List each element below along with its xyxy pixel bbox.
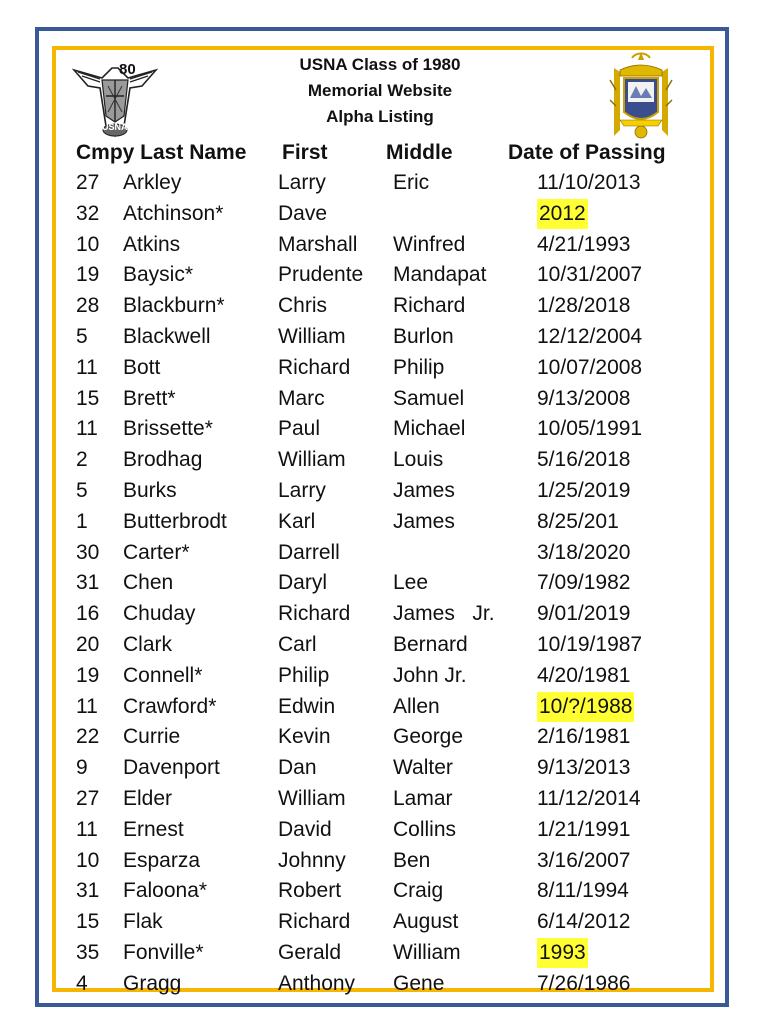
cell-company: 19 bbox=[76, 263, 100, 287]
cell-last-name: Clark bbox=[123, 632, 173, 656]
cell-middle-name: John Jr. bbox=[393, 663, 467, 687]
cell-last-name: Chen bbox=[123, 571, 174, 595]
cell-middle-name: Mandapat bbox=[393, 263, 487, 287]
cell-last-name: Blackburn* bbox=[123, 294, 225, 318]
cell-last-name: Burks bbox=[123, 478, 177, 502]
table-row bbox=[0, 969, 768, 1000]
cell-middle-name: Michael bbox=[393, 417, 466, 441]
cell-middle-name: Philip bbox=[393, 355, 445, 379]
header-middle: Middle bbox=[386, 141, 453, 164]
cell-first-name: Marc bbox=[278, 386, 325, 410]
table-row bbox=[0, 568, 768, 599]
cell-date-of-passing: 7/26/1986 bbox=[537, 971, 631, 995]
cell-first-name: Chris bbox=[278, 294, 328, 318]
cell-date-of-passing: 5/16/2018 bbox=[537, 448, 631, 472]
title-line-1: USNA Class of 1980 bbox=[299, 55, 461, 74]
table-row bbox=[0, 414, 768, 445]
cell-date-of-passing: 11/12/2014 bbox=[537, 786, 641, 810]
cell-date-of-passing: 7/09/1982 bbox=[537, 571, 631, 595]
cell-last-name: Ernest bbox=[123, 817, 184, 841]
cell-first-name: Richard bbox=[278, 355, 351, 379]
cell-last-name: Carter* bbox=[123, 540, 190, 564]
cell-company: 11 bbox=[76, 417, 98, 441]
cell-company: 5 bbox=[76, 478, 88, 502]
table-row bbox=[0, 384, 768, 415]
cell-first-name: Kevin bbox=[278, 725, 331, 749]
cell-date-of-passing: 4/21/1993 bbox=[537, 232, 631, 256]
cell-middle-name: Walter bbox=[393, 756, 453, 780]
naval-academy-seal-icon bbox=[606, 50, 676, 142]
cell-date-of-passing: 10/31/2007 bbox=[537, 263, 643, 287]
cell-date-of-passing: 11/10/2013 bbox=[537, 171, 641, 194]
class-crest-icon bbox=[72, 56, 158, 142]
cell-last-name: Esparza bbox=[123, 848, 201, 872]
cell-date-of-passing: 9/13/2008 bbox=[537, 386, 631, 410]
cell-company: 27 bbox=[76, 786, 100, 810]
cell-last-name: Baysic* bbox=[123, 263, 194, 287]
cell-date-of-passing: 1/25/2019 bbox=[537, 478, 631, 502]
cell-date-of-passing: 3/16/2007 bbox=[537, 848, 631, 872]
cell-last-name: Brett* bbox=[123, 386, 176, 410]
table-row bbox=[0, 661, 768, 692]
cell-date-of-passing: 2/16/1981 bbox=[537, 725, 631, 749]
table-row bbox=[0, 722, 768, 753]
cell-date-of-passing: 10/05/1991 bbox=[537, 417, 643, 441]
cell-last-name: Butterbrodt bbox=[123, 509, 227, 533]
cell-middle-name: Richard bbox=[393, 294, 466, 318]
cell-last-name: Davenport bbox=[123, 756, 220, 780]
cell-company: 20 bbox=[76, 632, 100, 656]
title-line-2: Memorial Website bbox=[307, 81, 453, 100]
cell-middle-name: Samuel bbox=[393, 386, 465, 410]
cell-last-name: Faloona* bbox=[123, 879, 208, 903]
cell-last-name: Atchinson* bbox=[123, 201, 224, 225]
cell-middle-name: Lamar bbox=[393, 786, 453, 810]
cell-first-name: Carl bbox=[278, 632, 317, 656]
cell-date-of-passing: 3/18/2020 bbox=[537, 540, 631, 564]
cell-company: 16 bbox=[76, 602, 100, 626]
cell-middle-name: James bbox=[393, 478, 455, 502]
cell-date-of-passing: 2012 bbox=[537, 199, 588, 229]
cell-company: 15 bbox=[76, 910, 100, 934]
table-row bbox=[0, 230, 768, 261]
cell-middle-name: James bbox=[393, 509, 455, 533]
cell-company: 22 bbox=[76, 725, 100, 749]
cell-company: 11 bbox=[76, 355, 98, 379]
cell-first-name: Marshall bbox=[278, 232, 358, 256]
table-row bbox=[0, 260, 768, 291]
cell-first-name: Richard bbox=[278, 910, 351, 934]
cell-middle-name: Eric bbox=[393, 171, 430, 194]
table-row bbox=[0, 784, 768, 815]
cell-middle-name: Allen bbox=[393, 694, 440, 718]
cell-date-of-passing: 6/14/2012 bbox=[537, 910, 631, 934]
table-row bbox=[0, 476, 768, 507]
cell-company: 28 bbox=[76, 294, 100, 318]
cell-last-name: Blackwell bbox=[123, 324, 211, 348]
crest-usna-label: USNA bbox=[102, 122, 128, 132]
cell-last-name: Connell* bbox=[123, 663, 203, 687]
cell-company: 1 bbox=[76, 509, 88, 533]
cell-first-name: Richard bbox=[278, 602, 351, 626]
cell-first-name: Karl bbox=[278, 509, 316, 533]
cell-first-name: Gerald bbox=[278, 940, 342, 964]
cell-date-of-passing: 8/25/201 bbox=[537, 509, 619, 533]
cell-middle-name: William bbox=[393, 940, 461, 964]
cell-first-name: William bbox=[278, 324, 346, 348]
cell-date-of-passing: 1/21/1991 bbox=[537, 817, 631, 841]
cell-first-name: Paul bbox=[278, 417, 321, 441]
cell-company: 10 bbox=[76, 848, 100, 872]
cell-middle-name: Gene bbox=[393, 971, 445, 995]
cell-company: 15 bbox=[76, 386, 100, 410]
cell-middle-name: Bernard bbox=[393, 632, 468, 656]
cell-last-name: Chuday bbox=[123, 602, 196, 626]
cell-middle-name: James Jr. bbox=[393, 602, 495, 626]
table-row bbox=[0, 846, 768, 877]
cell-middle-name: George bbox=[393, 725, 464, 749]
cell-first-name: Philip bbox=[278, 663, 330, 687]
cell-date-of-passing: 10/19/1987 bbox=[537, 632, 643, 656]
cell-company: 32 bbox=[76, 201, 100, 225]
cell-middle-name: Craig bbox=[393, 879, 444, 903]
table-row bbox=[0, 445, 768, 476]
cell-company: 10 bbox=[76, 232, 100, 256]
cell-date-of-passing: 1/28/2018 bbox=[537, 294, 631, 318]
cell-company: 30 bbox=[76, 540, 100, 564]
table-row bbox=[0, 599, 768, 630]
cell-first-name: Prudente bbox=[278, 263, 364, 287]
table-row bbox=[0, 876, 768, 907]
table-row bbox=[0, 291, 768, 322]
table-row bbox=[0, 907, 768, 938]
cell-first-name: Anthony bbox=[278, 971, 356, 995]
table-row bbox=[0, 353, 768, 384]
table-row bbox=[0, 692, 768, 723]
crest-year-label: 80 bbox=[119, 61, 136, 78]
cell-last-name: Crawford* bbox=[123, 694, 217, 718]
table-row bbox=[0, 753, 768, 784]
cell-middle-name: Ben bbox=[393, 848, 431, 872]
cell-last-name: Bott bbox=[123, 355, 161, 379]
cell-company: 19 bbox=[76, 663, 100, 687]
cell-first-name: Dan bbox=[278, 756, 317, 780]
cell-last-name: Currie bbox=[123, 725, 181, 749]
cell-middle-name: Burlon bbox=[393, 324, 454, 348]
header-first: First bbox=[282, 141, 328, 164]
cell-date-of-passing: 12/12/2004 bbox=[537, 324, 643, 348]
cell-middle-name: Winfred bbox=[393, 232, 466, 256]
header-date-of-passing: Date of Passing bbox=[508, 141, 666, 164]
cell-last-name: Flak bbox=[123, 910, 163, 934]
cell-date-of-passing: 10/07/2008 bbox=[537, 355, 643, 379]
cell-first-name: Larry bbox=[278, 171, 326, 194]
page-title bbox=[230, 52, 530, 130]
cell-first-name: Robert bbox=[278, 879, 342, 903]
cell-last-name: Gragg bbox=[123, 971, 182, 995]
table-row bbox=[0, 507, 768, 538]
cell-last-name: Atkins bbox=[123, 232, 181, 256]
cell-company: 31 bbox=[76, 879, 100, 903]
cell-first-name: David bbox=[278, 817, 332, 841]
table-row bbox=[0, 168, 768, 199]
cell-last-name: Brissette* bbox=[123, 417, 213, 441]
table-row bbox=[0, 815, 768, 846]
cell-company: 5 bbox=[76, 324, 88, 348]
cell-company: 2 bbox=[76, 448, 88, 472]
cell-company: 11 bbox=[76, 817, 98, 841]
table-row bbox=[0, 938, 768, 969]
cell-middle-name: Louis bbox=[393, 448, 444, 472]
cell-date-of-passing: 9/01/2019 bbox=[537, 602, 631, 626]
cell-date-of-passing: 9/13/2013 bbox=[537, 756, 631, 780]
cell-company: 9 bbox=[76, 756, 88, 780]
cell-last-name: Fonville* bbox=[123, 940, 204, 964]
cell-first-name: Larry bbox=[278, 478, 326, 502]
cell-date-of-passing: 8/11/1994 bbox=[537, 879, 629, 903]
cell-last-name: Elder bbox=[123, 786, 173, 810]
cell-first-name: Darrell bbox=[278, 540, 340, 564]
cell-company: 11 bbox=[76, 694, 98, 718]
header-cmpy-last-name: Cmpy Last Name bbox=[76, 141, 247, 164]
cell-first-name: Johnny bbox=[278, 848, 346, 872]
listing-table bbox=[0, 168, 768, 1000]
cell-last-name: Arkley bbox=[123, 171, 182, 194]
cell-company: 27 bbox=[76, 171, 100, 194]
cell-date-of-passing: 10/?/1988 bbox=[537, 692, 634, 722]
table-row bbox=[0, 199, 768, 230]
table-row bbox=[0, 322, 768, 353]
cell-first-name: Edwin bbox=[278, 694, 336, 718]
cell-company: 35 bbox=[76, 940, 100, 964]
cell-middle-name: Lee bbox=[393, 571, 429, 595]
cell-company: 31 bbox=[76, 571, 100, 595]
cell-middle-name: Collins bbox=[393, 817, 457, 841]
title-line-3: Alpha Listing bbox=[326, 107, 434, 126]
cell-last-name: Brodhag bbox=[123, 448, 203, 472]
cell-first-name: William bbox=[278, 448, 346, 472]
cell-first-name: Dave bbox=[278, 201, 328, 225]
cell-company: 4 bbox=[76, 971, 88, 995]
cell-date-of-passing: 1993 bbox=[537, 938, 588, 968]
table-row bbox=[0, 538, 768, 569]
cell-middle-name: August bbox=[393, 910, 459, 934]
cell-date-of-passing: 4/20/1981 bbox=[537, 663, 631, 687]
cell-first-name: William bbox=[278, 786, 346, 810]
cell-first-name: Daryl bbox=[278, 571, 328, 595]
table-row bbox=[0, 630, 768, 661]
